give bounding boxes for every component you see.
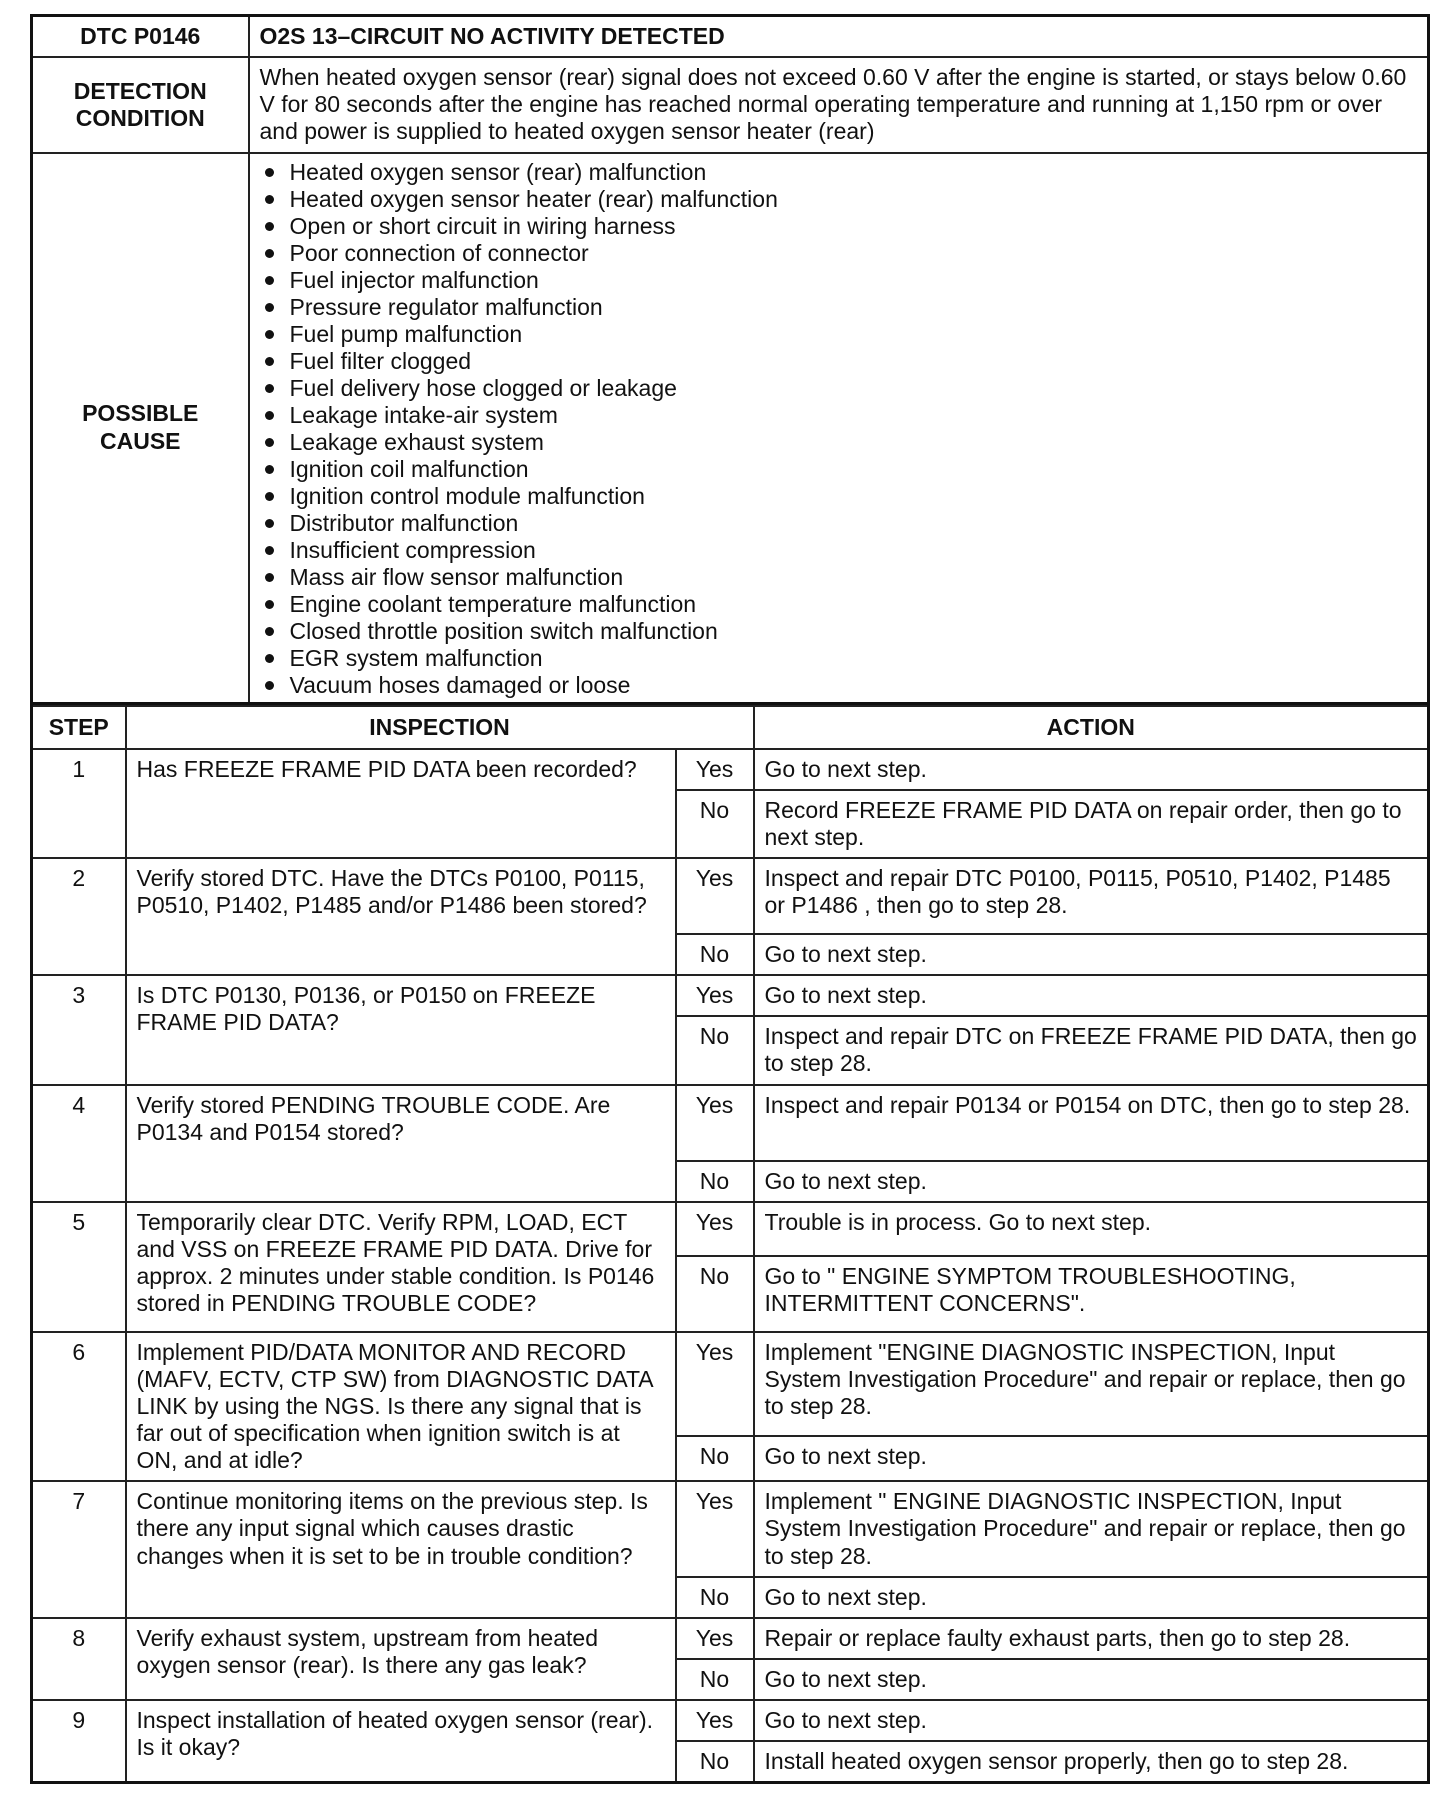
step-inspection: Verify exhaust system, upstream from heated oxygen sensor (rear). Is there any gas leak? <box>126 1618 676 1700</box>
step-inspection: Verify stored PENDING TROUBLE CODE. Are P0134 and P0154 stored? <box>126 1085 676 1202</box>
step-inspection: Has FREEZE FRAME PID DATA been recorded? <box>126 749 676 858</box>
step-number: 6 <box>32 1332 126 1482</box>
possible-cause-list <box>250 154 1428 702</box>
yes-action: Implement "ENGINE DIAGNOSTIC INSPECTION, Input System Investigation Procedure" and repair or replace, then go to step 28. <box>754 1332 1429 1437</box>
yes-label: Yes <box>676 749 754 790</box>
yes-action: Go to next step. <box>754 749 1429 790</box>
yes-label: Yes <box>676 975 754 1016</box>
no-action: Inspect and repair DTC on FREEZE FRAME PID DATA, then go to step 28. <box>754 1016 1429 1084</box>
inspection-column-header: INSPECTION <box>126 706 754 749</box>
cause-item: Heated oxygen sensor (rear) malfunction <box>262 159 1418 186</box>
no-action: Record FREEZE FRAME PID DATA on repair order, then go to next step. <box>754 790 1429 858</box>
dtc-title-row <box>32 16 1429 58</box>
dtc-header-table <box>30 14 1430 705</box>
yes-label: Yes <box>676 1085 754 1161</box>
step-inspection: Is DTC P0130, P0136, or P0150 on FREEZE FRAME PID DATA? <box>126 975 676 1084</box>
no-label: No <box>676 790 754 858</box>
no-label: No <box>676 1577 754 1618</box>
no-action: Go to next step. <box>754 934 1429 975</box>
no-action: Go to next step. <box>754 1436 1429 1481</box>
step-number: 7 <box>32 1481 126 1618</box>
no-label: No <box>676 1659 754 1700</box>
yes-label: Yes <box>676 1700 754 1741</box>
step-row-yes <box>32 1481 1429 1576</box>
step-row-yes <box>32 1700 1429 1741</box>
no-label: No <box>676 1256 754 1332</box>
cause-item: Fuel injector malfunction <box>262 267 1418 294</box>
step-inspection: Verify stored DTC. Have the DTCs P0100, P0115, P0510, P1402, P1485 and/or P1486 been stored? <box>126 858 676 975</box>
detection-condition-row <box>32 57 1429 152</box>
step-number: 4 <box>32 1085 126 1202</box>
step-row-yes <box>32 1618 1429 1659</box>
no-action: Go to next step. <box>754 1577 1429 1618</box>
cause-item: Insufficient compression <box>262 537 1418 564</box>
yes-label: Yes <box>676 1202 754 1256</box>
step-number: 1 <box>32 749 126 858</box>
cause-item: Ignition control module malfunction <box>262 483 1418 510</box>
step-inspection: Inspect installation of heated oxygen sensor (rear). Is it okay? <box>126 1700 676 1783</box>
cause-item: Leakage exhaust system <box>262 429 1418 456</box>
yes-action: Repair or replace faulty exhaust parts, then go to step 28. <box>754 1618 1429 1659</box>
step-inspection: Temporarily clear DTC. Verify RPM, LOAD, ECT and VSS on FREEZE FRAME PID DATA. Drive for approx. 2 minutes under stable condition. Is P0146 stored in PENDING TROUBLE CODE? <box>126 1202 676 1332</box>
yes-action: Implement " ENGINE DIAGNOSTIC INSPECTION, Input System Investigation Procedure" and repair or replace, then go to step 28. <box>754 1481 1429 1576</box>
cause-label-line2: CAUSE <box>99 427 181 454</box>
action-column-header: ACTION <box>754 706 1429 749</box>
cause-item: Distributor malfunction <box>262 510 1418 537</box>
cause-label-line1: POSSIBLE <box>82 400 199 427</box>
inspection-steps <box>32 749 1429 1783</box>
no-label: No <box>676 1741 754 1783</box>
possible-cause-cell <box>249 153 1429 704</box>
step-number: 8 <box>32 1618 126 1700</box>
yes-label: Yes <box>676 1618 754 1659</box>
no-label: No <box>676 1161 754 1202</box>
detection-label-line1: DETECTION <box>73 77 207 104</box>
dtc-sheet <box>30 14 1430 1784</box>
cause-item: Mass air flow sensor malfunction <box>262 564 1418 591</box>
cause-item: Closed throttle position switch malfunction <box>262 618 1418 645</box>
cause-item: EGR system malfunction <box>262 645 1418 672</box>
cause-item: Heated oxygen sensor heater (rear) malfunction <box>262 186 1418 213</box>
step-number: 9 <box>32 1700 126 1783</box>
no-label: No <box>676 1016 754 1084</box>
possible-cause-label <box>32 153 249 704</box>
cause-item: Poor connection of connector <box>262 240 1418 267</box>
no-label: No <box>676 934 754 975</box>
cause-item: Fuel delivery hose clogged or leakage <box>262 375 1418 402</box>
cause-item: Fuel filter clogged <box>262 348 1418 375</box>
inspection-table <box>30 705 1430 1785</box>
step-row-yes <box>32 858 1429 934</box>
no-action: Go to " ENGINE SYMPTOM TROUBLESHOOTING, INTERMITTENT CONCERNS". <box>754 1256 1429 1332</box>
step-number: 5 <box>32 1202 126 1332</box>
dtc-title: O2S 13–CIRCUIT NO ACTIVITY DETECTED <box>249 16 1429 58</box>
yes-label: Yes <box>676 1332 754 1437</box>
step-row-yes <box>32 1332 1429 1437</box>
inspection-header-row <box>32 706 1429 749</box>
no-label: No <box>676 1436 754 1481</box>
step-row-yes <box>32 749 1429 790</box>
cause-item: Fuel pump malfunction <box>262 321 1418 348</box>
possible-cause-row <box>32 153 1429 704</box>
yes-action: Inspect and repair DTC P0100, P0115, P0510, P1402, P1485 or P1486 , then go to step 28. <box>754 858 1429 934</box>
yes-action: Go to next step. <box>754 975 1429 1016</box>
step-row-yes <box>32 1202 1429 1256</box>
cause-item: Vacuum hoses damaged or loose <box>262 672 1418 699</box>
step-number: 2 <box>32 858 126 975</box>
cause-item: Ignition coil malfunction <box>262 456 1418 483</box>
yes-action: Go to next step. <box>754 1700 1429 1741</box>
step-column-header: STEP <box>32 706 126 749</box>
cause-item: Open or short circuit in wiring harness <box>262 213 1418 240</box>
no-action: Install heated oxygen sensor properly, then go to step 28. <box>754 1741 1429 1783</box>
no-action: Go to next step. <box>754 1659 1429 1700</box>
dtc-code: DTC P0146 <box>32 16 249 58</box>
detection-condition-label <box>32 57 249 152</box>
step-row-yes <box>32 1085 1429 1161</box>
step-row-yes <box>32 975 1429 1016</box>
detection-label-line2: CONDITION <box>75 104 205 131</box>
step-number: 3 <box>32 975 126 1084</box>
step-inspection: Continue monitoring items on the previous step. Is there any input signal which causes drastic changes when it is set to be in trouble condition? <box>126 1481 676 1618</box>
yes-label: Yes <box>676 1481 754 1576</box>
step-inspection: Implement PID/DATA MONITOR AND RECORD (MAFV, ECTV, CTP SW) from DIAGNOSTIC DATA LINK by using the NGS. Is there any signal that is far out of specification when ignition switch is at ON, and at idle? <box>126 1332 676 1482</box>
yes-action: Trouble is in process. Go to next step. <box>754 1202 1429 1256</box>
detection-condition-text: When heated oxygen sensor (rear) signal does not exceed 0.60 V after the engine is started, or stays below 0.60 V for 80 seconds after the engine has reached normal operating temperature and running at 1,150 rpm or over and power is supplied to heated oxygen sensor heater (rear) <box>249 57 1429 152</box>
cause-item: Engine coolant temperature malfunction <box>262 591 1418 618</box>
yes-label: Yes <box>676 858 754 934</box>
no-action: Go to next step. <box>754 1161 1429 1202</box>
cause-item: Leakage intake-air system <box>262 402 1418 429</box>
cause-item: Pressure regulator malfunction <box>262 294 1418 321</box>
yes-action: Inspect and repair P0134 or P0154 on DTC, then go to step 28. <box>754 1085 1429 1161</box>
